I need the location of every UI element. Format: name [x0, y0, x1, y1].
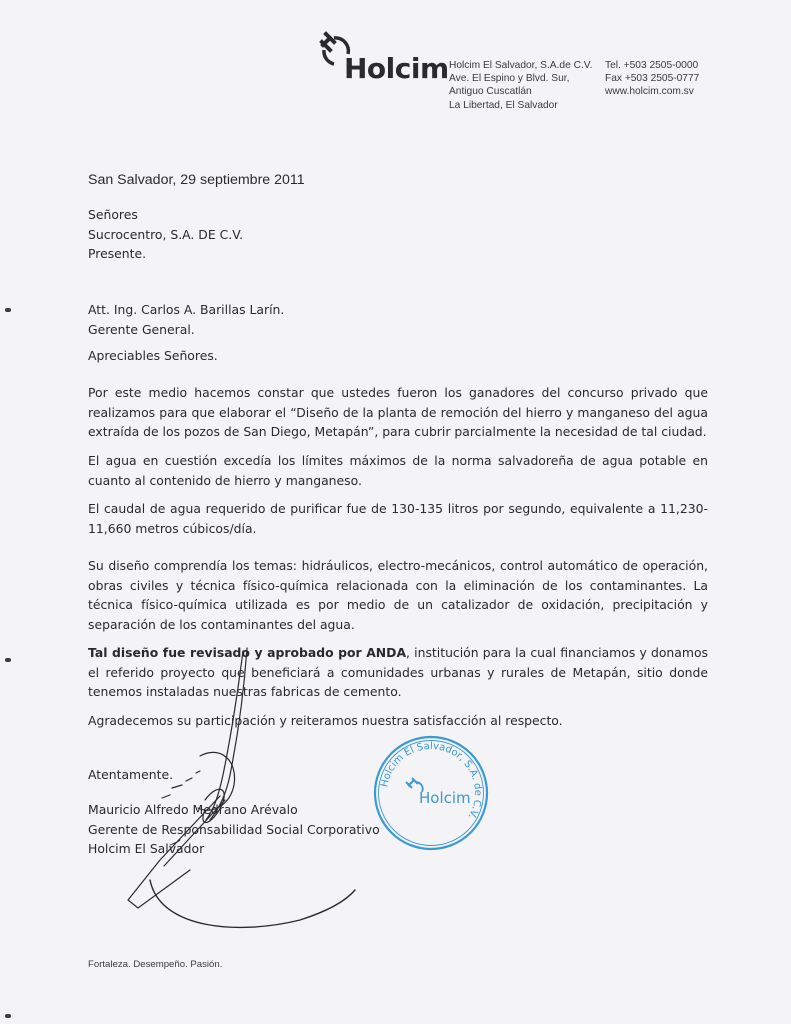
stamp-center-text: Holcim — [419, 789, 471, 807]
address-line: Antiguo Cuscatlán — [449, 86, 532, 98]
stamp-ring-text: Holcim El Salvador, S.A. de C.V. — [379, 740, 484, 821]
attention-line: Att. Ing. Carlos A. Barillas Larín. — [88, 302, 285, 317]
address-line: Ave. El Espino y Blvd. Sur, — [449, 73, 570, 85]
website: www.holcim.com.sv — [605, 86, 694, 98]
attention-block — [88, 300, 708, 339]
recipient-line: Sucrocentro, S.A. DE C.V. — [88, 226, 244, 242]
attention-line: Gerente General. — [88, 321, 195, 337]
signer-title: Gerente de Responsabilidad Social Corporativo — [88, 821, 380, 837]
fax: Fax +503 2505-0777 — [605, 73, 700, 85]
address-line: La Libertad, El Salvador — [449, 99, 558, 111]
address-line: Holcim El Salvador, S.A.de C.V. — [449, 60, 593, 71]
date-line: San Salvador, 29 septiembre 2011 — [88, 172, 305, 188]
paragraph-5-bold: Tal diseño fue revisado y aprobado por ANDA — [88, 645, 407, 660]
brand-name: Holcim — [344, 52, 449, 85]
paragraph-6: Agradecemos su participación y reiteramos nuestra satisfacción al respecto. — [88, 713, 563, 728]
recipient-line: Presente. — [88, 246, 147, 262]
signer-company: Holcim El Salvador — [88, 841, 205, 857]
company-stamp — [372, 734, 490, 852]
recipient-block — [88, 205, 708, 264]
paragraph-3: El caudal de agua requerido de purificar fue de 130-135 litros por segundo, equivalente a 11,230-11,660 metros cúbicos/día. — [88, 501, 708, 536]
footer-tagline: Fortaleza. Desempeño. Pasión. — [88, 959, 223, 970]
paragraph-4: Su diseño comprendía los temas: hidráulicos, electro-mecánicos, control automático de operación, obras civiles y técnica físico-química relacionada con la eliminación de los contaminantes. La técnica físico-química utilizada es por medio de un catalizador de oxidación, precipitación y separación de los contaminantes del agua. — [88, 558, 708, 632]
company-address — [449, 59, 592, 112]
scan-mark — [5, 658, 11, 662]
closing: Atentamente. — [88, 767, 174, 782]
recipient-line: Señores — [88, 207, 138, 222]
paragraph-2: El agua en cuestión excedía los límites máximos de la norma salvadoreña de agua potable en cuanto al contenido de hierro y manganeso. — [88, 453, 708, 488]
paragraph-1: Por este medio hacemos constar que ustedes fueron los ganadores del concurso privado que realizamos para que elaborar el “Diseño de la planta de remoción del hierro y manganeso del agua extraída de los pozos de San Diego, Metapán”, para cubrir parcialmente la necesidad de tal ciudad. — [88, 385, 708, 440]
holcim-logo — [316, 30, 449, 90]
scan-mark — [5, 308, 11, 312]
paragraph-5 — [88, 643, 708, 702]
scan-mark — [5, 1014, 11, 1018]
phone: Tel. +503 2505-0000 — [605, 60, 699, 71]
salutation: Apreciables Señores. — [88, 348, 218, 363]
signer-name: Mauricio Alfredo Medrano Arévalo — [88, 802, 298, 817]
company-contact — [605, 59, 699, 99]
paragraph-5-rest: , institución para la cual financiamos y donamos el referido proyecto que beneficiará a comunidades urbanas y rurales de Metapán, sitio donde tenemos instaladas nuestras fabricas de cemento. — [88, 645, 708, 700]
